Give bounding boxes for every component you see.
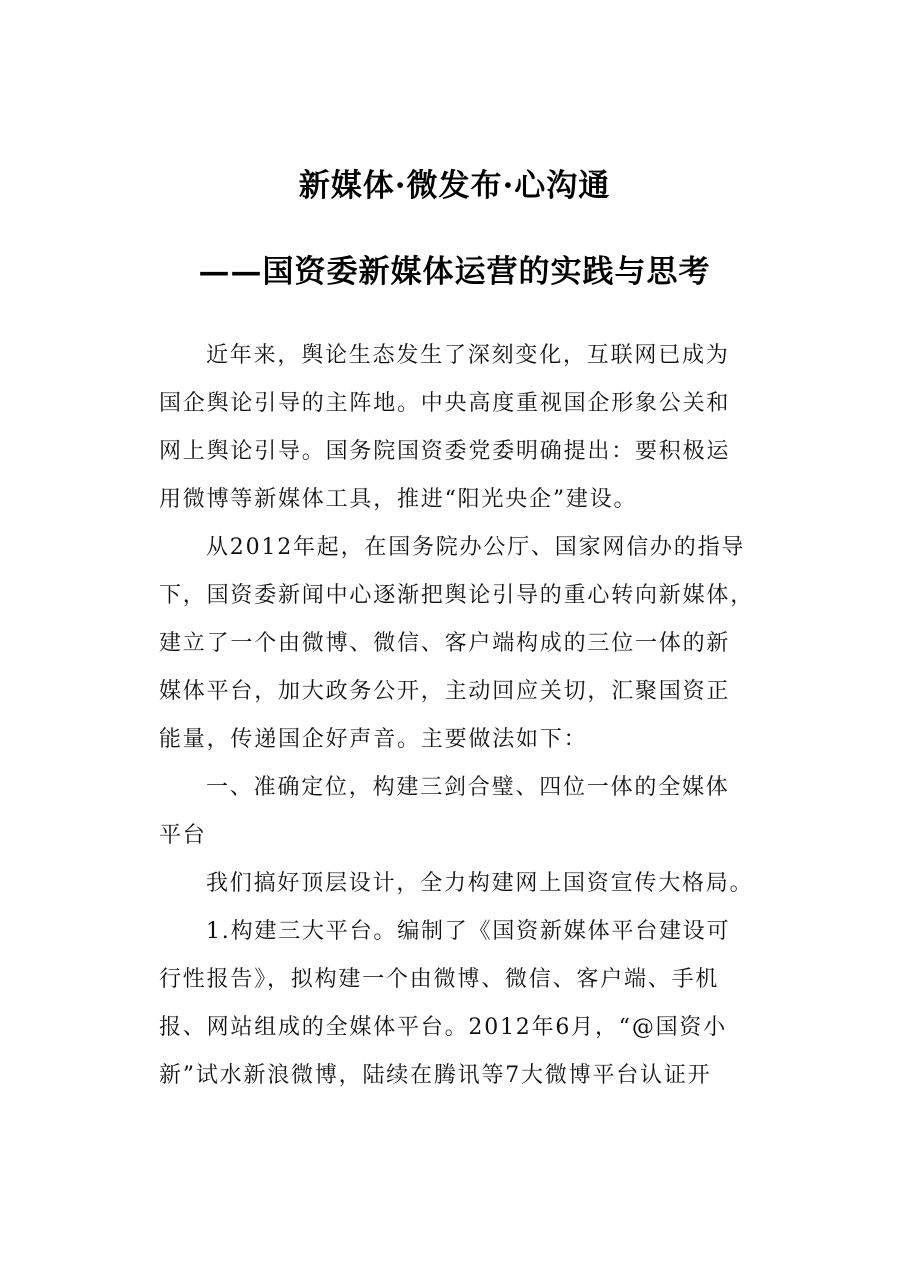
- paragraph-4-line-1: 1.构建三大平台。编制了《国资新媒体平台建设可: [206, 919, 731, 944]
- paragraph-2-line-1: 从2012年起，在国务院办公厅、国家网信办的指导: [206, 535, 746, 560]
- paragraph-4-line-4: 新”试水新浪微博，陆续在腾讯等7大微博平台认证开: [159, 1063, 712, 1088]
- paragraph-2-line-2: 下，国资委新闻中心逐渐把舆论引导的重心转向新媒体，: [159, 583, 755, 608]
- paragraph-2-line-4: 媒体平台，加大政务公开，主动回应关切，汇聚国资正: [159, 679, 731, 704]
- section-heading-1-line-2: 平台: [159, 823, 207, 848]
- paragraph-1-line-1: 近年来，舆论生态发生了深刻变化，互联网已成为: [206, 343, 730, 368]
- document-title: 新媒体·微发布·心沟通: [298, 168, 611, 204]
- section-heading-1-line-1: 一、准确定位，构建三剑合璧、四位一体的全媒体: [206, 775, 730, 800]
- paragraph-3-line-1: 我们搞好顶层设计，全力构建网上国资宣传大格局。: [206, 871, 754, 896]
- document-body: [159, 332, 767, 1100]
- paragraph-2-line-5: 能量，传递国企好声音。主要做法如下：: [159, 727, 588, 752]
- document-subtitle: ——国资委新媒体运营的实践与思考: [198, 254, 711, 290]
- paragraph-1-line-2: 国企舆论引导的主阵地。中央高度重视国企形象公关和: [159, 391, 731, 416]
- paragraph-2-line-3: 建立了一个由微博、微信、客户端构成的三位一体的新: [159, 631, 731, 656]
- paragraph-4-line-2: 行性报告》，拟构建一个由微博、微信、客户端、手机: [159, 967, 720, 992]
- paragraph-4-line-3: 报、网站组成的全媒体平台。2012年6月，“@国资小: [159, 1015, 728, 1040]
- paragraph-1-line-4: 用微博等新媒体工具，推进“阳光央企”建设。: [159, 487, 638, 512]
- paragraph-1-line-3: 网上舆论引导。国务院国资委党委明确提出：要积极运: [159, 439, 731, 464]
